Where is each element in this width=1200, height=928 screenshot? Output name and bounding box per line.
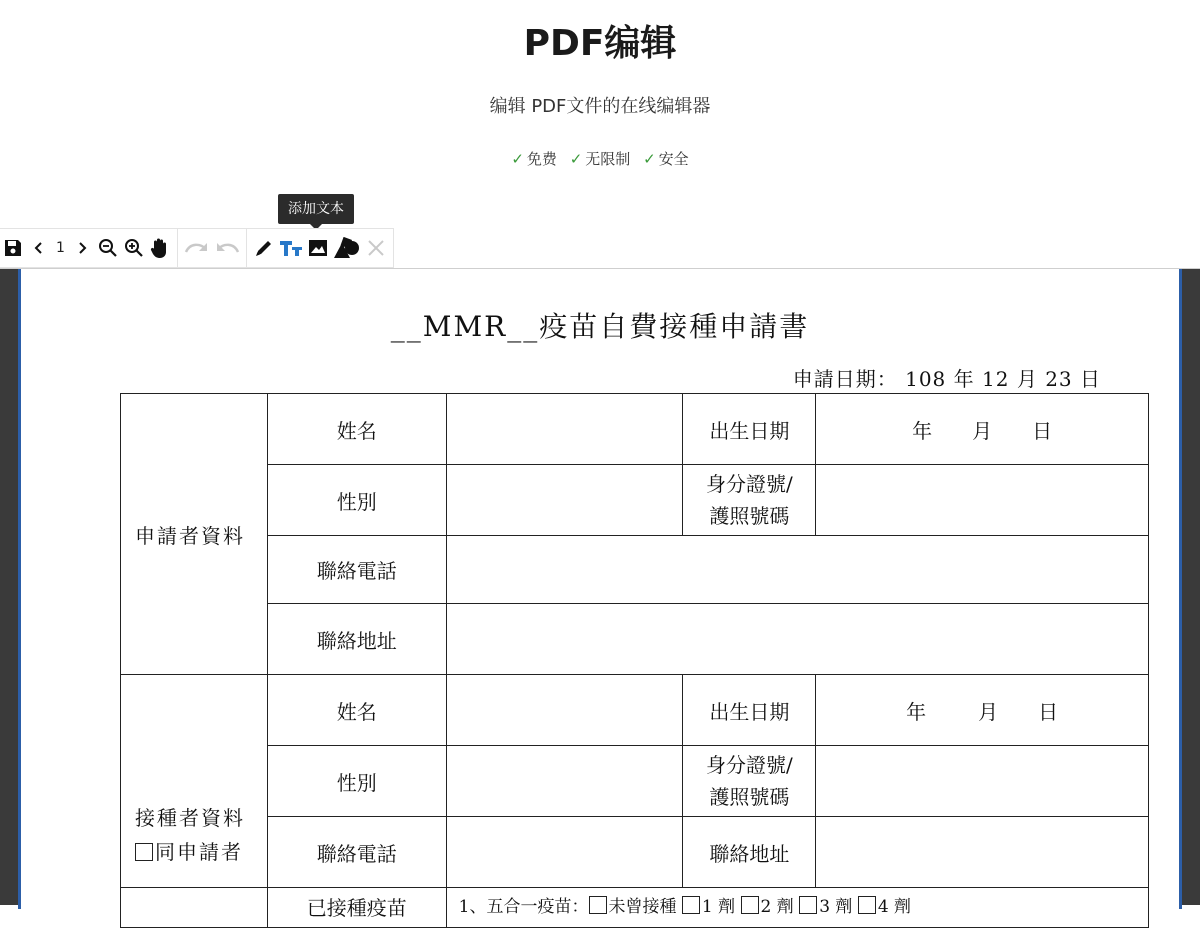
feature-list: [0, 148, 1200, 170]
hand-pan-icon[interactable]: [149, 233, 171, 263]
phone-field[interactable]: [446, 536, 1148, 604]
pencil-icon[interactable]: [253, 233, 275, 263]
check-icon: ✓: [643, 150, 656, 168]
page-title: PDF编辑: [523, 23, 677, 64]
application-form-table: [120, 393, 1149, 928]
application-date: 申請日期： 108 年 12 月 23 日: [792, 367, 1101, 391]
name-field[interactable]: [446, 394, 683, 465]
phone-label: 聯絡電話: [267, 536, 446, 604]
name-label: 姓名: [267, 675, 446, 746]
next-page-icon[interactable]: [71, 233, 93, 263]
id-label: 身分證號/ 護照號碼: [683, 746, 816, 817]
table-row: [121, 746, 1149, 817]
date-month: 12: [982, 367, 1010, 391]
table-row: [121, 817, 1149, 888]
gender-label: 性別: [267, 465, 446, 536]
name-label: 姓名: [267, 394, 446, 465]
check-icon: ✓: [569, 150, 583, 168]
redo-icon[interactable]: [184, 233, 210, 263]
date-label: 申請日期：: [792, 367, 898, 391]
id-field[interactable]: [816, 746, 1149, 817]
date-day: 23: [1045, 367, 1073, 391]
birth-field[interactable]: 年 月 日: [816, 394, 1149, 465]
birth-label: 出生日期: [683, 394, 816, 465]
pdf-viewer[interactable]: [0, 268, 1200, 920]
prev-page-icon[interactable]: [28, 233, 50, 263]
same-as-applicant-checkbox[interactable]: [135, 843, 153, 861]
toolbar-group-tools: [247, 228, 394, 268]
name-field[interactable]: [446, 675, 683, 746]
page-number[interactable]: 1: [56, 240, 65, 256]
id-label: 身分證號/ 護照號碼: [683, 465, 816, 536]
text-icon[interactable]: [279, 233, 303, 263]
vaccinated-options: 1、五合一疫苗： 未曾接種 1 劑 2 劑 3 劑 4 劑: [446, 888, 1148, 928]
option-checkbox[interactable]: [589, 896, 607, 914]
image-icon[interactable]: [307, 233, 329, 263]
pdf-page[interactable]: [18, 269, 1182, 920]
zoom-in-icon[interactable]: [123, 233, 145, 263]
birth-label: 出生日期: [683, 675, 816, 746]
gender-field[interactable]: [446, 746, 683, 817]
table-row: [121, 604, 1149, 675]
table-row: [121, 465, 1149, 536]
shapes-icon[interactable]: [333, 233, 361, 263]
table-row: [121, 536, 1149, 604]
birth-field[interactable]: 年 月 日: [816, 675, 1149, 746]
recipient-group-label: 接種者資料 同申請者: [121, 675, 268, 888]
feature-item: ✓ 安全: [643, 150, 689, 168]
save-icon[interactable]: [2, 233, 24, 263]
option-checkbox[interactable]: [799, 896, 817, 914]
page-subtitle: 编辑 PDF文件的在线编辑器: [489, 96, 711, 117]
phone-label: 聯絡電話: [267, 817, 446, 888]
applicant-group-label: 申請者資料: [121, 394, 268, 675]
toolbar-group-navigation: [0, 228, 178, 268]
id-field[interactable]: [816, 465, 1149, 536]
undo-icon[interactable]: [214, 233, 240, 263]
vaccinated-group-label: [121, 888, 268, 928]
close-icon[interactable]: [365, 233, 387, 263]
vaccinated-label: 已接種疫苗: [267, 888, 446, 928]
option-checkbox[interactable]: [858, 896, 876, 914]
address-field[interactable]: [816, 817, 1149, 888]
option-checkbox[interactable]: [741, 896, 759, 914]
add-text-tooltip: 添加文本: [278, 194, 354, 224]
table-row: [121, 888, 1149, 928]
date-year: 108: [905, 367, 947, 391]
phone-field[interactable]: [446, 817, 683, 888]
zoom-out-icon[interactable]: [97, 233, 119, 263]
check-icon: ✓: [511, 150, 524, 168]
feature-item: ✓ 免费: [511, 150, 557, 168]
editor-toolbar: [0, 228, 394, 268]
table-row: [121, 394, 1149, 465]
gender-label: 性別: [267, 746, 446, 817]
gender-field[interactable]: [446, 465, 683, 536]
address-label: 聯絡地址: [267, 604, 446, 675]
option-checkbox[interactable]: [682, 896, 700, 914]
toolbar-group-history: [178, 228, 247, 268]
feature-item: ✓ 无限制: [569, 150, 631, 168]
document-title: __MMR__疫苗自費接種申請書: [390, 310, 810, 343]
table-row: [121, 675, 1149, 746]
address-label: 聯絡地址: [683, 817, 816, 888]
address-field[interactable]: [446, 604, 1148, 675]
